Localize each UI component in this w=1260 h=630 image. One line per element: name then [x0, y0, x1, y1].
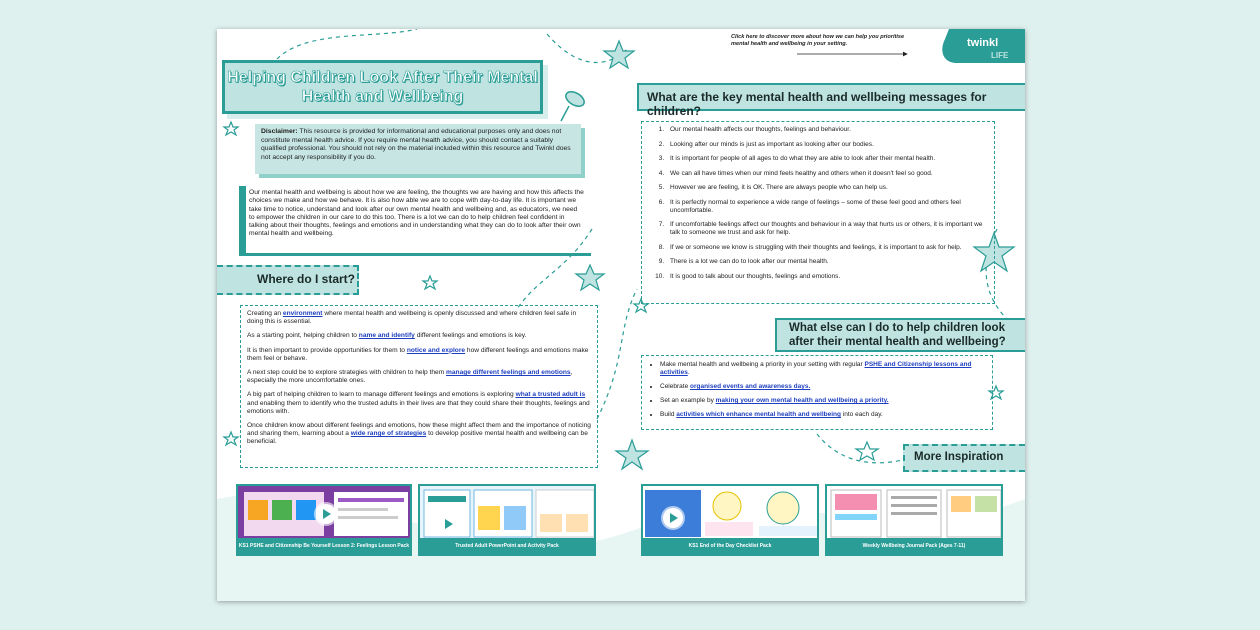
link-pshe-lessons[interactable]: PSHE and Citizenship lessons and activities: [660, 361, 972, 376]
pushpin-icon: [561, 89, 587, 121]
link-enhance-activities[interactable]: activities which enhance mental health and wellbeing: [676, 411, 841, 418]
disclaimer-label: Disclaimer:: [261, 128, 298, 135]
key-message-item: 4. We can all have times when our mind feels healthy and others when it doesn't feel so good.: [666, 170, 988, 178]
where-para: As a starting point, helping children to name and identify different feelings and emotions is key.: [247, 332, 527, 340]
link-awareness-days[interactable]: organised events and awareness days.: [690, 383, 811, 390]
more-heading: More Inspiration: [914, 451, 1004, 463]
disclaimer-box: [255, 124, 581, 174]
key-message-item: 5. However we are feeling, it is OK. There are always people who can help us.: [666, 184, 988, 192]
play-icon[interactable]: [438, 514, 458, 534]
key-heading: What are the key mental health and wellbeing messages for children?: [647, 90, 987, 118]
disclaimer-text: This resource is provided for informational and educational purposes only and does not constitute mental health advice. If you require mental health advice, you should contact a suitably qualified professional. You should not rely on the material included within this resource and Twinkl does not accept any responsibility if you do.: [261, 128, 571, 161]
else-item: • Set an example by making your own mental health and wellbeing a priority.: [660, 397, 986, 405]
play-icon[interactable]: [316, 504, 336, 524]
link-wide-range-strategies[interactable]: wide range of strategies: [350, 430, 427, 438]
twinkl-life-logo[interactable]: [939, 29, 1025, 63]
key-message-item: 2. Looking after our minds is just as important as looking after our bodies.: [666, 141, 988, 149]
link-notice-and-explore[interactable]: notice and explore: [406, 346, 466, 354]
key-message-item: 9. There is a lot we can do to look after our mental health.: [666, 258, 988, 266]
where-para: A next step could be to explore strategies with children to help them manage different feelings and emotions, especially the more uncomfortable ones.: [247, 369, 573, 385]
svg-text:LIFE: LIFE: [991, 51, 1009, 60]
key-message-item: 1. Our mental health affects our thoughts, feelings and behaviour.: [666, 126, 988, 134]
play-icon[interactable]: [663, 508, 683, 528]
resource-card-wellbeing-journal[interactable]: [825, 484, 1003, 556]
link-manage-feelings[interactable]: manage different feelings and emotions: [446, 369, 571, 377]
resource-caption: Weekly Wellbeing Journal Pack (Ages 7-11): [827, 538, 1001, 554]
key-message-item: 3. It is important for people of all ages to do what they are able to look after their mental health.: [666, 155, 988, 163]
resource-caption: Trusted Adult PowerPoint and Activity Pack: [420, 538, 594, 554]
resource-caption: KS1 PSHE and Citizenship Be Yourself Lesson 2: Feelings Lesson Pack: [238, 538, 410, 554]
else-list: [641, 355, 993, 430]
link-name-and-identify[interactable]: name and identify: [358, 332, 415, 340]
else-item: • Celebrate organised events and awareness days.: [660, 383, 986, 391]
key-messages-list: [641, 121, 995, 304]
where-para: Creating an environment where mental health and wellbeing is openly discussed and where children feel safe in doing this is essential.: [247, 310, 577, 326]
else-item: • Build activities which enhance mental health and wellbeing into each day.: [660, 411, 986, 419]
link-environment[interactable]: environment: [282, 310, 323, 317]
else-heading: What else can I do to help children look after their mental health and wellbeing?: [789, 322, 1006, 348]
resource-card-end-of-day[interactable]: [641, 484, 819, 556]
resource-caption: KS1 End of the Day Checklist Pack: [643, 538, 817, 554]
link-trusted-adult[interactable]: what a trusted adult is: [515, 391, 586, 399]
where-heading: Where do I start?: [257, 272, 356, 286]
intro-paragraph: Our mental health and wellbeing is about how we are feeling, the thoughts we are having and how this affects the choices we make and how we behave. It is also how able we are to cope with day-to-day life. It is important we take time to notice, understand and look after our own mental health and wellbeing and, as educators, we need to empower the children in our care to do this too. There is a lot we can do to help children feel confident in talking about their thoughts, feelings and emotions and in understanding what they can do to look after their own mental health and wellbeing.: [239, 186, 591, 256]
resource-thumbnail: [827, 486, 1003, 541]
where-content: [240, 305, 598, 468]
svg-text:twinkl: twinkl: [967, 37, 999, 49]
discover-note[interactable]: Click here to discover more about how we can help you prioritise mental health and wellbeing in your setting.: [731, 34, 905, 47]
where-para: It is then important to provide opportunities for them to notice and explore how different feelings and emotions make them feel or behave.: [247, 346, 589, 362]
key-message-item: 8. If we or someone we know is struggling with their thoughts and feelings, it is important to ask for help.: [666, 244, 988, 252]
where-para: Once children know about different feelings and emotions, how these might affect them and the importance of noticing and sharing them, learning about a wide range of strategies to develop positive mental health and wellbeing can be beneficial.: [247, 422, 591, 446]
else-item: • Make mental health and wellbeing a priority in your setting with regular PSHE and Citizenship lessons and activities.: [660, 361, 986, 377]
poster-page: [217, 29, 1025, 601]
poster-title: Helping Children Look After Their Mental Health and Wellbeing: [222, 60, 543, 114]
key-message-item: 6. It is perfectly normal to experience a wide range of feelings – some of these feel good and others feel uncomfortable.: [666, 199, 988, 215]
link-own-wellbeing[interactable]: making your own mental health and wellbeing a priority.: [715, 397, 889, 404]
where-para: A big part of helping children to learn to manage different feelings and emotions is exploring what a trusted adult is and enabling them to identify who the trusted adults in their lives are that they could share their thoughts, feelings and emotions with.: [247, 391, 590, 415]
resource-card-trusted-adult[interactable]: [418, 484, 596, 556]
key-message-item: 10. It is good to talk about our thoughts, feelings and emotions.: [666, 273, 988, 281]
resource-card-feelings[interactable]: [236, 484, 412, 556]
key-message-item: 7. If uncomfortable feelings affect our thoughts and behaviour in a way that hurts us or others, it is important we talk to someone we trust and ask for help.: [666, 221, 988, 237]
